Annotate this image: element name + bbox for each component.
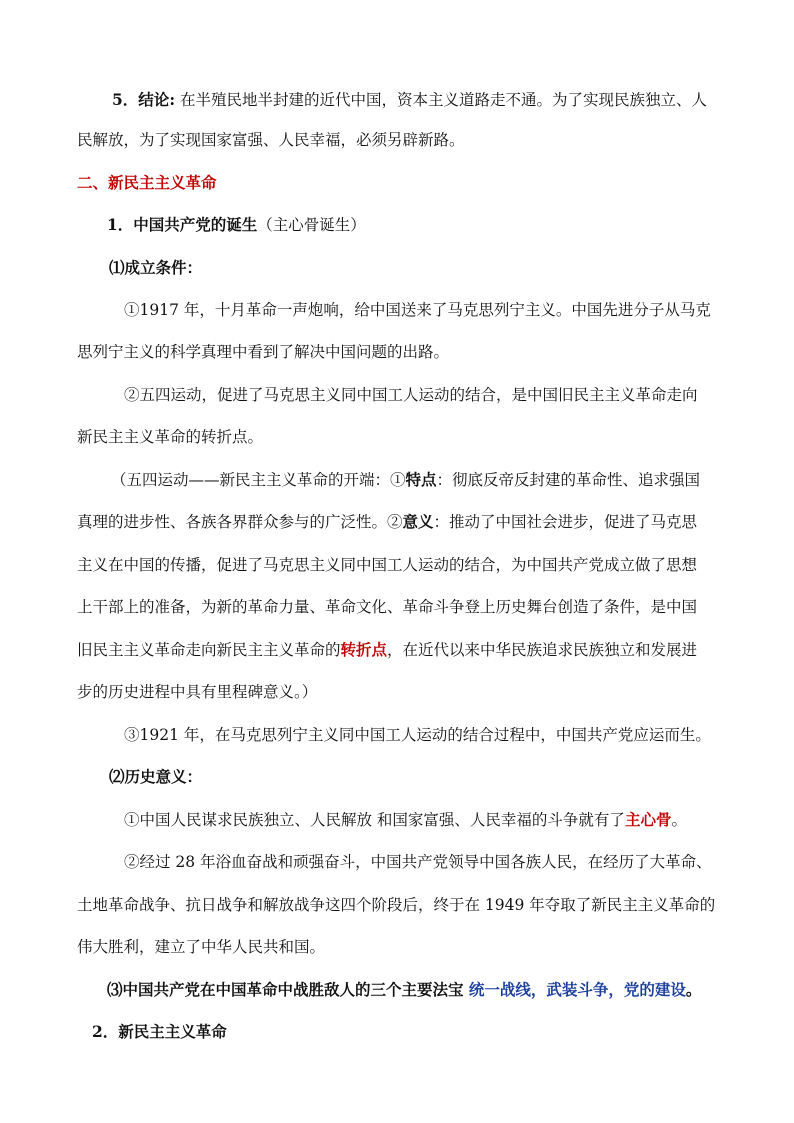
note-line-2: 真理的进步性、各族各界群众参与的广泛性。②意义：推动了中国社会进步，促进了马克思 — [77, 512, 698, 531]
note-line-6: 步的历史进程中具有里程碑意义。） — [77, 683, 318, 701]
section-heading: 二、新民主主义革命 — [77, 173, 217, 192]
note-line-4: 上干部上的准备，为新的革命力量、革命文化、革命斗争登上历史舞台创造了条件，是中国 — [77, 598, 698, 616]
note-line-5: 旧民主主义革命走向新民主主义革命的转折点，在近代以来中华民族追求民族独立和发展进 — [77, 640, 698, 659]
condition-2-line-2: 新民主主义革命的转折点。 — [77, 428, 264, 446]
condition-1-line-2: 思列宁主义的科学真理中看到了解决中国问题的出路。 — [77, 343, 450, 361]
condition-2-line-1: ②五四运动，促进了马克思主义同中国工人运动的结合，是中国旧民主主义革命走向 — [124, 386, 698, 404]
condition-3-line-1: ③1921 年，在马克思列宁主义同中国工人运动的结合过程中，中国共产党应运而生。 — [124, 726, 711, 744]
conclusion-line-1: 5．结论: 在半殖民地半封建的近代中国，资本主义道路走不通。为了实现民族独立、人 — [112, 90, 707, 109]
three-treasures-line: ⑶中国共产党在中国革命中战胜敌人的三个主要法宝 统一战线，武装斗争，党的建设。 — [107, 980, 702, 999]
note-line-1: （五四运动——新民主主义革命的开端：①特点：彻底反帝反封建的革命性、追求强国 — [111, 470, 701, 489]
subsection-heading-1: 1．中国共产党的诞生（主心骨诞生） — [107, 215, 366, 234]
significance-2-line-2: 土地革命战争、抗日战争和解放战争这四个阶段后，终于在 1949 年夺取了新民主主义革命的 — [77, 896, 716, 914]
note-line-3: 主义在中国的传播，促进了马克思主义同中国工人运动的结合，为中国共产党成立做了思想 — [77, 556, 698, 574]
significance-2-line-3: 伟大胜利，建立了中华人民共和国。 — [77, 938, 326, 956]
subsection-heading-2: 2．新民主主义革命 — [92, 1022, 227, 1041]
conditions-heading: ⑴成立条件： — [109, 258, 203, 277]
significance-1: ①中国人民谋求民族独立、人民解放 和国家富强、人民幸福的斗争就有了主心骨。 — [124, 810, 687, 829]
condition-1-line-1: ①1917 年，十月革命一声炮响，给中国送来了马克思列宁主义。中国先进分子从马克 — [124, 301, 711, 319]
significance-2-line-1: ②经过 28 年浴血奋战和顽强奋斗，中国共产党领导中国各族人民，在经历了大革命、 — [124, 853, 712, 871]
conclusion-line-2: 民解放，为了实现国家富强、人民幸福，必须另辟新路。 — [77, 131, 465, 149]
significance-heading: ⑵历史意义： — [109, 767, 203, 786]
